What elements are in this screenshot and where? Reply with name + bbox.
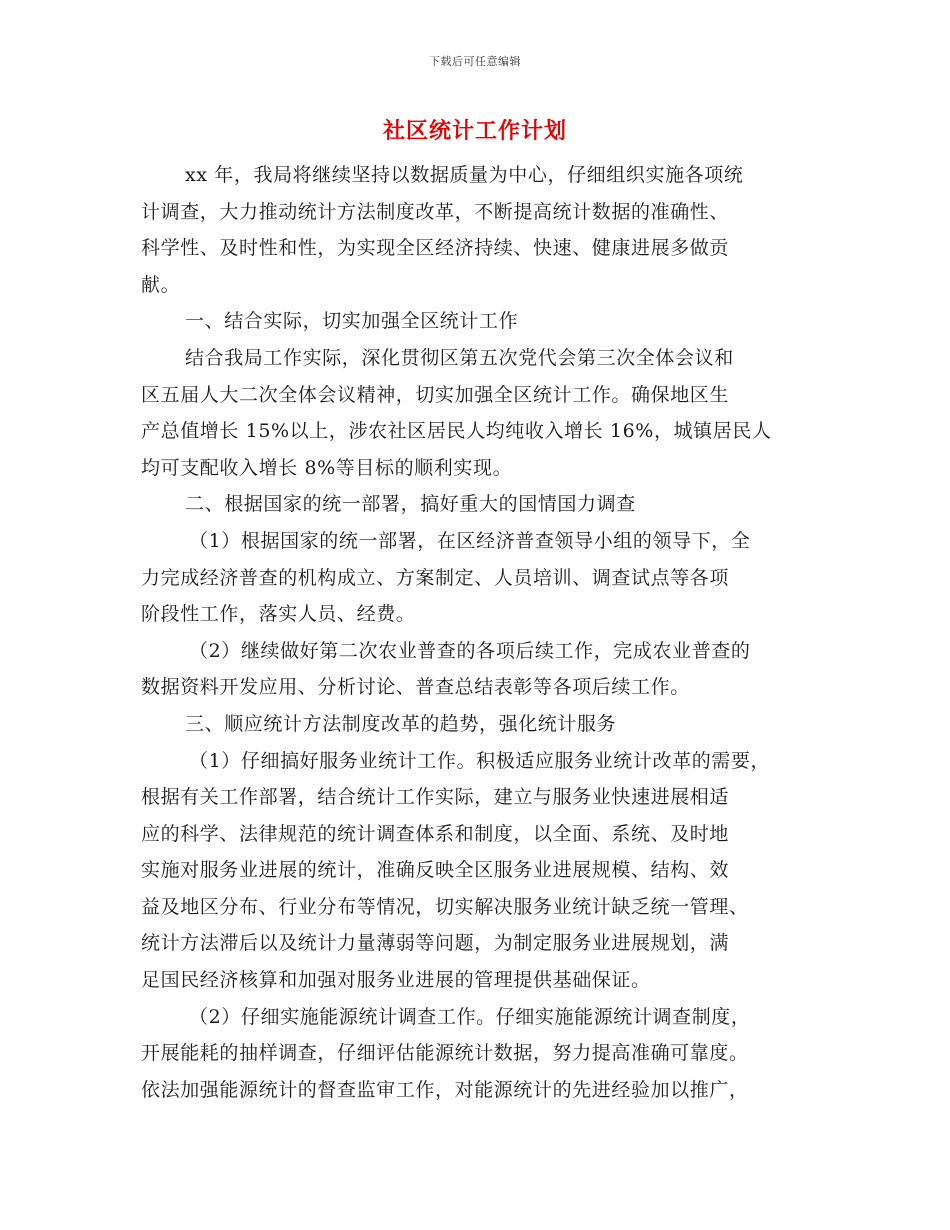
paragraph-line: 区五届人大二次全体会议精神，切实加强全区统计工作。确保地区生 — [141, 383, 730, 406]
paragraph-line: 实施对服务业进展的统计，准确反映全区服务业进展规模、结构、效 — [141, 859, 730, 882]
paragraph-line: 献。 — [141, 273, 181, 296]
paragraph-line: （1）根据国家的统一部署，在区经济普查领导小组的领导下，全 — [189, 529, 751, 552]
paragraph-line: 数据资料开发应用、分析讨论、普查总结表彰等各项后续工作。 — [141, 676, 690, 699]
paragraph-line: 阶段性工作，落实人员、经费。 — [141, 603, 416, 626]
paragraph-line: （1）仔细搞好服务业统计工作。积极适应服务业统计改革的需要， — [189, 749, 771, 772]
paragraph-line: 均可支配收入增长 8%等目标的顺利实现。 — [141, 456, 513, 479]
paragraph-line: 结合我局工作实际，深化贯彻区第五次党代会第三次全体会议和 — [185, 346, 734, 369]
document-body — [141, 157, 821, 1108]
paragraph-line: 产总值增长 15%以上，涉农社区居民人均纯收入增长 16%，城镇居民人 — [141, 420, 772, 443]
paragraph-line: 应的科学、法律规范的统计调查体系和制度，以全面、系统、及时地 — [141, 822, 730, 845]
paragraph-line: 力完成经济普查的机构成立、方案制定、人员培训、调查试点等各项 — [141, 566, 730, 589]
paragraph-line: 开展能耗的抽样调查，仔细评估能源统计数据，努力提高准确可靠度。 — [141, 1042, 749, 1065]
paragraph-line: 科学性、及时性和性，为实现全区经济持续、快速、健康进展多做贡 — [141, 237, 730, 260]
section-heading: 三、顺应统计方法制度改革的趋势，强化统计服务 — [185, 712, 617, 735]
paragraph-line: 根据有关工作部署，结合统计工作实际，建立与服务业快速进展相适 — [141, 786, 730, 809]
paragraph-line: （2）继续做好第二次农业普查的各项后续工作，完成农业普查的 — [189, 639, 751, 662]
header-note: 下载后可任意编辑 — [429, 55, 521, 68]
section-heading: 一、结合实际，切实加强全区统计工作 — [185, 310, 519, 333]
page-title: 社区统计工作计划 — [382, 119, 567, 144]
paragraph-line: xx 年，我局将继续坚持以数据质量为中心，仔细组织实施各项统 — [185, 164, 744, 186]
paragraph-line: 依法加强能源统计的督查监审工作，对能源统计的先进经验加以推广， — [141, 1078, 749, 1101]
paragraph-line: 统计方法滞后以及统计力量薄弱等问题，为制定服务业进展规划，满 — [141, 932, 730, 955]
section-heading: 二、根据国家的统一部署，搞好重大的国情国力调查 — [185, 493, 636, 516]
paragraph-line: 计调查，大力推动统计方法制度改革，不断提高统计数据的准确性、 — [141, 200, 730, 223]
paragraph-line: 足国民经济核算和加强对服务业进展的管理提供基础保证。 — [141, 969, 651, 992]
paragraph-line: 益及地区分布、行业分布等情况，切实解决服务业统计缺乏统一管理、 — [141, 895, 749, 918]
paragraph-line: （2）仔细实施能源统计调查工作。仔细实施能源统计调查制度， — [189, 1005, 751, 1028]
